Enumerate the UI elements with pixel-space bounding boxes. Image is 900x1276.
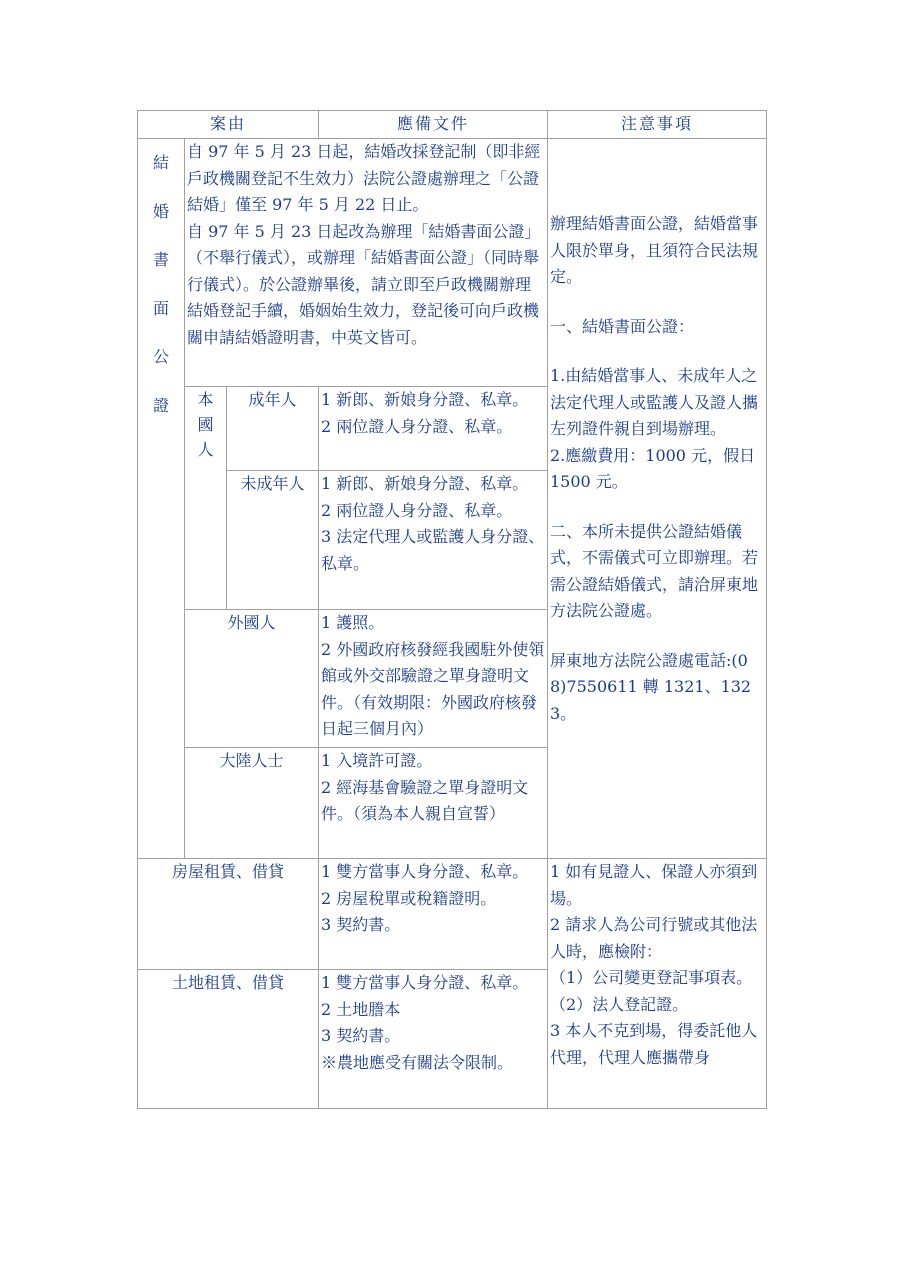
note-paragraph: （2）法人登記證。 [550, 994, 689, 1014]
doc-item: 2 房屋稅單或稅籍證明。 [321, 888, 497, 908]
adult-label: 成年人 [227, 387, 319, 471]
domestic-char: 本 [197, 390, 214, 409]
note-paragraph: 辦理結婚書面公證，結婚當事人限於單身，且須符合民法規定。 [550, 214, 759, 286]
doc-item: 1 雙方當事人身分證、私章。 [321, 973, 529, 992]
table-header-row [138, 111, 767, 139]
note-paragraph: 1 如有見證人、保證人亦須到場。 [550, 862, 758, 908]
doc-item: 1 新郎、新娘身分證、私章。 [321, 474, 529, 493]
intro-paragraph: 自 97 年 5 月 23 日起，結婚改採登記制（即非經戶政機關登記不生效力）法院公證處辦理之「公證結婚」僅至 97 年 5 月 22 日止。 [187, 142, 541, 214]
intro-paragraph: 自 97 年 5 月 23 日起改為辦理「結婚書面公證」（不舉行儀式），或辦理「結婚書面公證」（同時舉行儀式）。於公證辦畢後，請立即至戶政機關辦理結婚登記手續，婚姻始生效力，登記後可向戶政機關申請結婚證明書，中英文皆可。 [187, 221, 541, 347]
note-paragraph: 2.應繳費用：1000 元，假日 1500 元。 [550, 445, 756, 491]
category-char: 結 [152, 153, 169, 172]
doc-item: 2 兩位證人身分證、私章。 [321, 500, 513, 520]
header-notes: 注意事項 [548, 111, 767, 139]
domestic-char: 國 [197, 415, 214, 434]
house-lease-row [138, 859, 767, 970]
domestic-char: 人 [197, 440, 214, 459]
doc-item: 3 契約書。 [321, 915, 401, 934]
note-paragraph: 屏東地方法院公證處電話:(08)7550611 轉 1321、1323。 [550, 650, 752, 723]
note-paragraph: 1.由結婚當事人、未成年人之法定代理人或監護人及證人攜左列證件親自到場辦理。 [550, 366, 759, 438]
house-lease-label: 房屋租賃、借貸 [138, 859, 319, 970]
header-case: 案由 [138, 111, 319, 139]
house-lease-documents [319, 859, 548, 970]
category-char: 婚 [152, 201, 169, 221]
adult-documents [319, 387, 548, 471]
marriage-notes [548, 139, 767, 859]
doc-item: 1 新郎、新娘身分證、私章。 [321, 390, 529, 409]
foreigner-label: 外國人 [185, 610, 319, 748]
note-paragraph: 一、結婚書面公證： [550, 316, 695, 336]
header-documents: 應備文件 [319, 111, 548, 139]
notary-requirements-table [137, 110, 767, 1109]
land-lease-documents [319, 970, 548, 1109]
foreigner-documents [319, 610, 548, 748]
doc-item: 1 護照。 [321, 613, 385, 632]
category-char: 書 [152, 250, 169, 269]
doc-item: 2 土地謄本 [321, 999, 401, 1019]
category-char: 面 [152, 298, 169, 318]
note-paragraph: 2 請求人為公司行號或其他法人時，應檢附： [550, 915, 758, 961]
lease-notes [548, 859, 767, 1109]
doc-item: 2 兩位證人身分證、私章。 [321, 416, 513, 436]
minor-label: 未成年人 [227, 471, 319, 610]
note-paragraph: 二、本所未提供公證結婚儀式，不需儀式可立即辦理。若需公證結婚儀式，請洽屏東地方法院公證處。 [550, 521, 759, 620]
marriage-intro-row [138, 139, 767, 387]
doc-item: 3 法定代理人或監護人身分證、私章。 [321, 527, 545, 573]
marriage-intro-text [185, 139, 548, 387]
land-lease-label: 土地租賃、借貸 [138, 970, 319, 1109]
doc-item: 1 雙方當事人身分證、私章。 [321, 862, 529, 881]
category-char: 證 [152, 395, 169, 415]
domestic-label [185, 387, 227, 610]
category-char: 公 [152, 347, 169, 366]
doc-item: 2 外國政府核發經我國駐外使領館或外交部驗證之單身證明文件。（有效期限：外國政府核發日起三個月內） [321, 639, 545, 738]
doc-item: 2 經海基會驗證之單身證明文件。（須為本人親自宣誓） [321, 777, 529, 823]
minor-documents [319, 471, 548, 610]
doc-item: 3 契約書。 [321, 1026, 401, 1045]
mainland-documents [319, 748, 548, 859]
note-paragraph: （1）公司變更登記事項表。 [550, 968, 753, 987]
mainland-label: 大陸人士 [185, 748, 319, 859]
doc-item: ※農地應受有關法令限制。 [321, 1052, 514, 1072]
marriage-category-label [138, 139, 185, 859]
doc-item: 1 入境許可證。 [321, 751, 433, 770]
note-paragraph: 3 本人不克到場，得委託他人代理，代理人應攜帶身 [550, 1021, 758, 1067]
